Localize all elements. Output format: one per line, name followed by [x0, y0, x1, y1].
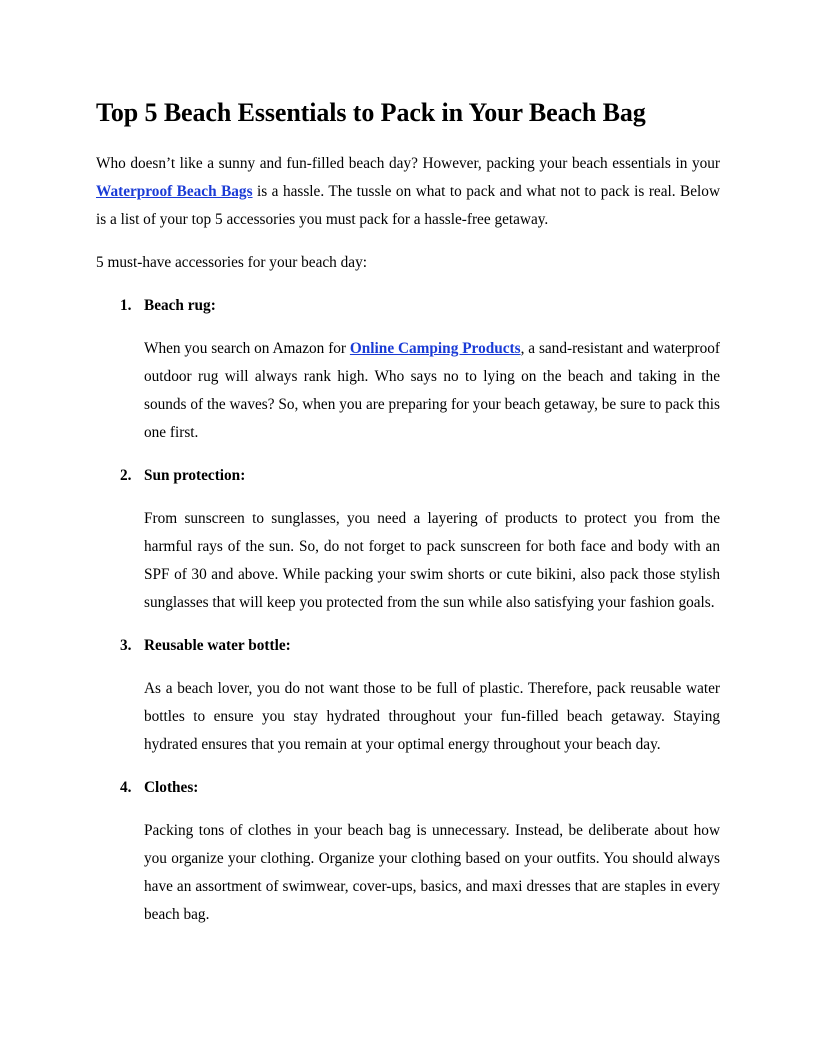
item-body: Packing tons of clothes in your beach bag is unnecessary. Instead, be deliberate about how you organize your clothing. Organize your clothing based on your outfits. You should always have an assortment of swimwear, cover-ups, basics, and maxi dresses that are staples in every beach bag. — [144, 822, 720, 923]
essentials-list — [96, 292, 720, 929]
item-heading — [96, 462, 720, 490]
item-number: 3. — [120, 637, 132, 654]
list-lead-text: 5 must-have accessories for your beach day: — [96, 254, 367, 271]
item-body: From sunscreen to sunglasses, you need a layering of products to protect you from the harmful rays of the sun. So, do not forget to pack sunscreen for both face and body with an SPF of 30 and above. While packing your swim shorts or cute bikini, also pack those stylish sunglasses that will keep you protected from the sun while also satisfying your fashion goals. — [144, 510, 720, 611]
waterproof-beach-bags-link[interactable]: Waterproof Beach Bags — [96, 183, 253, 200]
item-number: 4. — [120, 779, 132, 796]
list-item — [96, 462, 720, 617]
item-body — [96, 335, 720, 447]
item-heading-text: Beach rug: — [144, 297, 216, 314]
item-heading — [96, 632, 720, 660]
item-number: 1. — [120, 297, 132, 314]
item-heading-text: Reusable water bottle: — [144, 637, 291, 654]
list-item — [96, 292, 720, 447]
page-title: Top 5 Beach Essentials to Pack in Your Beach Bag — [96, 98, 646, 127]
list-item — [96, 632, 720, 759]
item-body-start: When you search on Amazon for — [144, 340, 350, 357]
item-heading-text: Clothes: — [144, 779, 199, 796]
item-body: As a beach lover, you do not want those to be full of plastic. Therefore, pack reusable water bottles to ensure you stay hydrated throughout your fun-filled beach getaway. Staying hydrated ensures that you remain at your optimal energy throughout your beach day. — [144, 680, 720, 753]
intro-text-start: Who doesn’t like a sunny and fun-filled beach day? However, packing your beach essentials in your — [96, 155, 720, 172]
intro-paragraph — [96, 150, 720, 234]
document-page — [96, 96, 720, 944]
item-number: 2. — [120, 467, 132, 484]
online-camping-products-link[interactable]: Online Camping Products — [349, 340, 521, 357]
item-heading-text: Sun protection: — [144, 467, 246, 484]
item-body-end: , a sand-resistant and waterproof outdoor rug will always rank high. Who says no to lying on the beach and taking in the sounds of the waves? So, when you are preparing for your beach getaway, be sure to pack this one first. — [144, 340, 720, 441]
item-heading — [96, 774, 720, 802]
item-heading — [96, 292, 720, 320]
intro-text-end: is a hassle. The tussle on what to pack and what not to pack is real. Below is a list of your top 5 accessories you must pack for a hassle-free getaway. — [96, 183, 720, 228]
list-item — [96, 774, 720, 929]
